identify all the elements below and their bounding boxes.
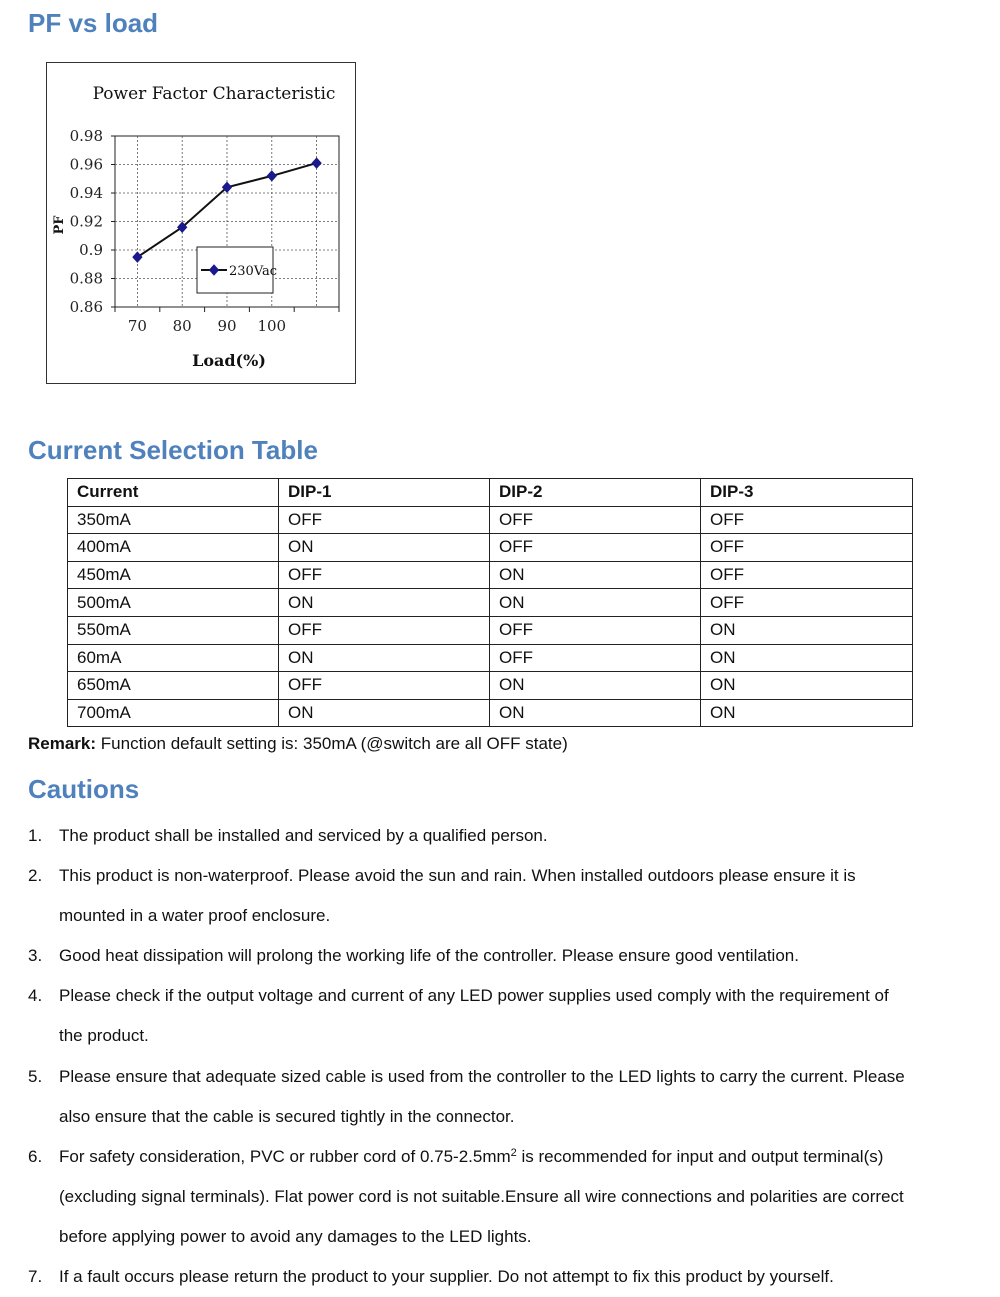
caution-number: 2.	[28, 866, 43, 885]
table-cell: ON	[490, 589, 701, 617]
y-tick-label: 0.92	[69, 212, 103, 231]
caution-text: If a fault occurs please return the product to your supplier. Do not attempt to fix this product by yourself.	[59, 1267, 834, 1286]
legend-label: 230Vac	[229, 264, 278, 279]
table-cell: 650mA	[68, 672, 279, 700]
table-cell: 350mA	[68, 506, 279, 534]
table-cell: ON	[279, 699, 490, 727]
table-cell: ON	[701, 616, 913, 644]
header-dip3: DIP-3	[701, 479, 913, 507]
y-tick-label: 0.88	[69, 269, 103, 288]
table-row	[68, 534, 913, 562]
table-cell: 500mA	[68, 589, 279, 617]
header-dip2: DIP-2	[490, 479, 701, 507]
table-cell: OFF	[279, 672, 490, 700]
x-axis-label: Load(%)	[192, 351, 266, 370]
header-dip1: DIP-1	[279, 479, 490, 507]
caution-number: 5.	[28, 1067, 43, 1086]
caution-line	[59, 1016, 149, 1056]
table-cell: 550mA	[68, 616, 279, 644]
table-cell: ON	[279, 589, 490, 617]
caution-line	[59, 976, 889, 1016]
remark	[28, 734, 568, 754]
table-cell: OFF	[490, 616, 701, 644]
table-row	[68, 644, 913, 672]
table-cell: ON	[279, 534, 490, 562]
table-cell: ON	[701, 644, 913, 672]
table-cell: OFF	[701, 589, 913, 617]
remark-text: Function default setting is: 350mA (@switch are all OFF state)	[96, 734, 568, 753]
caution-text: Good heat dissipation will prolong the working life of the controller. Please ensure good ventilation.	[59, 946, 799, 965]
caution-line	[59, 1137, 883, 1177]
remark-label: Remark:	[28, 734, 97, 753]
y-tick-label: 0.96	[69, 155, 103, 174]
caution-text: before applying power to avoid any damages to the LED lights.	[59, 1227, 532, 1246]
table-cell: OFF	[279, 616, 490, 644]
table-cell: ON	[701, 699, 913, 727]
caution-text: is recommended for input and output terminal(s)	[516, 1147, 884, 1166]
table-cell: 700mA	[68, 699, 279, 727]
table-cell: ON	[490, 699, 701, 727]
y-tick-label: 0.9	[79, 241, 103, 259]
y-tick-label: 0.94	[69, 184, 103, 202]
caution-number: 3.	[28, 946, 43, 965]
pf-heading: PF vs load	[28, 8, 159, 38]
y-axis-label: PF	[52, 215, 67, 235]
table-cell: ON	[701, 672, 913, 700]
table-cell: OFF	[279, 561, 490, 589]
x-tick-label: 100	[257, 317, 287, 335]
table-row	[68, 589, 913, 617]
caution-text: Please check if the output voltage and current of any LED power supplies used comply with the requirement of	[59, 986, 889, 1005]
table-cell: 450mA	[68, 561, 279, 589]
table-row	[68, 506, 913, 534]
caution-text: The product shall be installed and serviced by a qualified person.	[59, 826, 548, 845]
x-tick-label: 80	[172, 317, 192, 335]
current-selection-table	[67, 478, 913, 727]
table-cell: OFF	[490, 506, 701, 534]
caution-text: mounted in a water proof enclosure.	[59, 906, 331, 925]
table-heading: Current Selection Table	[28, 435, 318, 465]
caution-number: 4.	[28, 986, 43, 1005]
caution-text: the product.	[59, 1026, 149, 1045]
caution-number: 6.	[28, 1147, 43, 1166]
caution-line	[59, 1177, 904, 1217]
y-tick-label: 0.86	[69, 298, 103, 316]
table-row	[68, 672, 913, 700]
table-row	[68, 616, 913, 644]
caution-line	[59, 1057, 905, 1097]
table-cell: OFF	[701, 506, 913, 534]
table-cell: OFF	[701, 561, 913, 589]
caution-text: For safety consideration, PVC or rubber cord of 0.75-2.5mm	[59, 1147, 511, 1166]
table-header-row	[68, 479, 913, 507]
header-current: Current	[68, 479, 279, 507]
caution-text: (excluding signal terminals). Flat power cord is not suitable.Ensure all wire connections and polarities are correct	[59, 1187, 904, 1206]
caution-line	[59, 896, 330, 936]
caution-line	[59, 936, 799, 976]
table-cell: ON	[490, 561, 701, 589]
caution-line	[59, 1097, 515, 1137]
caution-number: 7.	[28, 1267, 43, 1286]
caution-line	[59, 816, 548, 856]
table-row	[68, 561, 913, 589]
table-cell: OFF	[701, 534, 913, 562]
pf-chart	[46, 62, 356, 384]
table-cell: 60mA	[68, 644, 279, 672]
y-tick-label: 0.98	[69, 127, 103, 145]
x-tick-label: 90	[217, 317, 237, 335]
caution-superscript: 2	[510, 1147, 517, 1159]
table-row	[68, 699, 913, 727]
caution-text: also ensure that the cable is secured tightly in the connector.	[59, 1107, 515, 1126]
table-cell: ON	[490, 672, 701, 700]
table-cell: OFF	[279, 506, 490, 534]
cautions-heading: Cautions	[28, 774, 140, 804]
table-cell: ON	[279, 644, 490, 672]
table-cell: 400mA	[68, 534, 279, 562]
x-tick-label: 70	[127, 317, 147, 335]
caution-line	[59, 856, 856, 896]
table-cell: OFF	[490, 644, 701, 672]
chart-title: Power Factor Characteristic	[92, 84, 336, 104]
caution-text: This product is non-waterproof. Please avoid the sun and rain. When installed outdoors please ensure it is	[59, 866, 856, 885]
table-cell: OFF	[490, 534, 701, 562]
caution-text: Please ensure that adequate sized cable is used from the controller to the LED lights to carry the current. Please	[59, 1067, 905, 1086]
caution-number: 1.	[28, 826, 43, 845]
caution-line	[59, 1217, 532, 1257]
pf-chart-svg	[47, 63, 357, 385]
caution-line	[59, 1257, 834, 1297]
